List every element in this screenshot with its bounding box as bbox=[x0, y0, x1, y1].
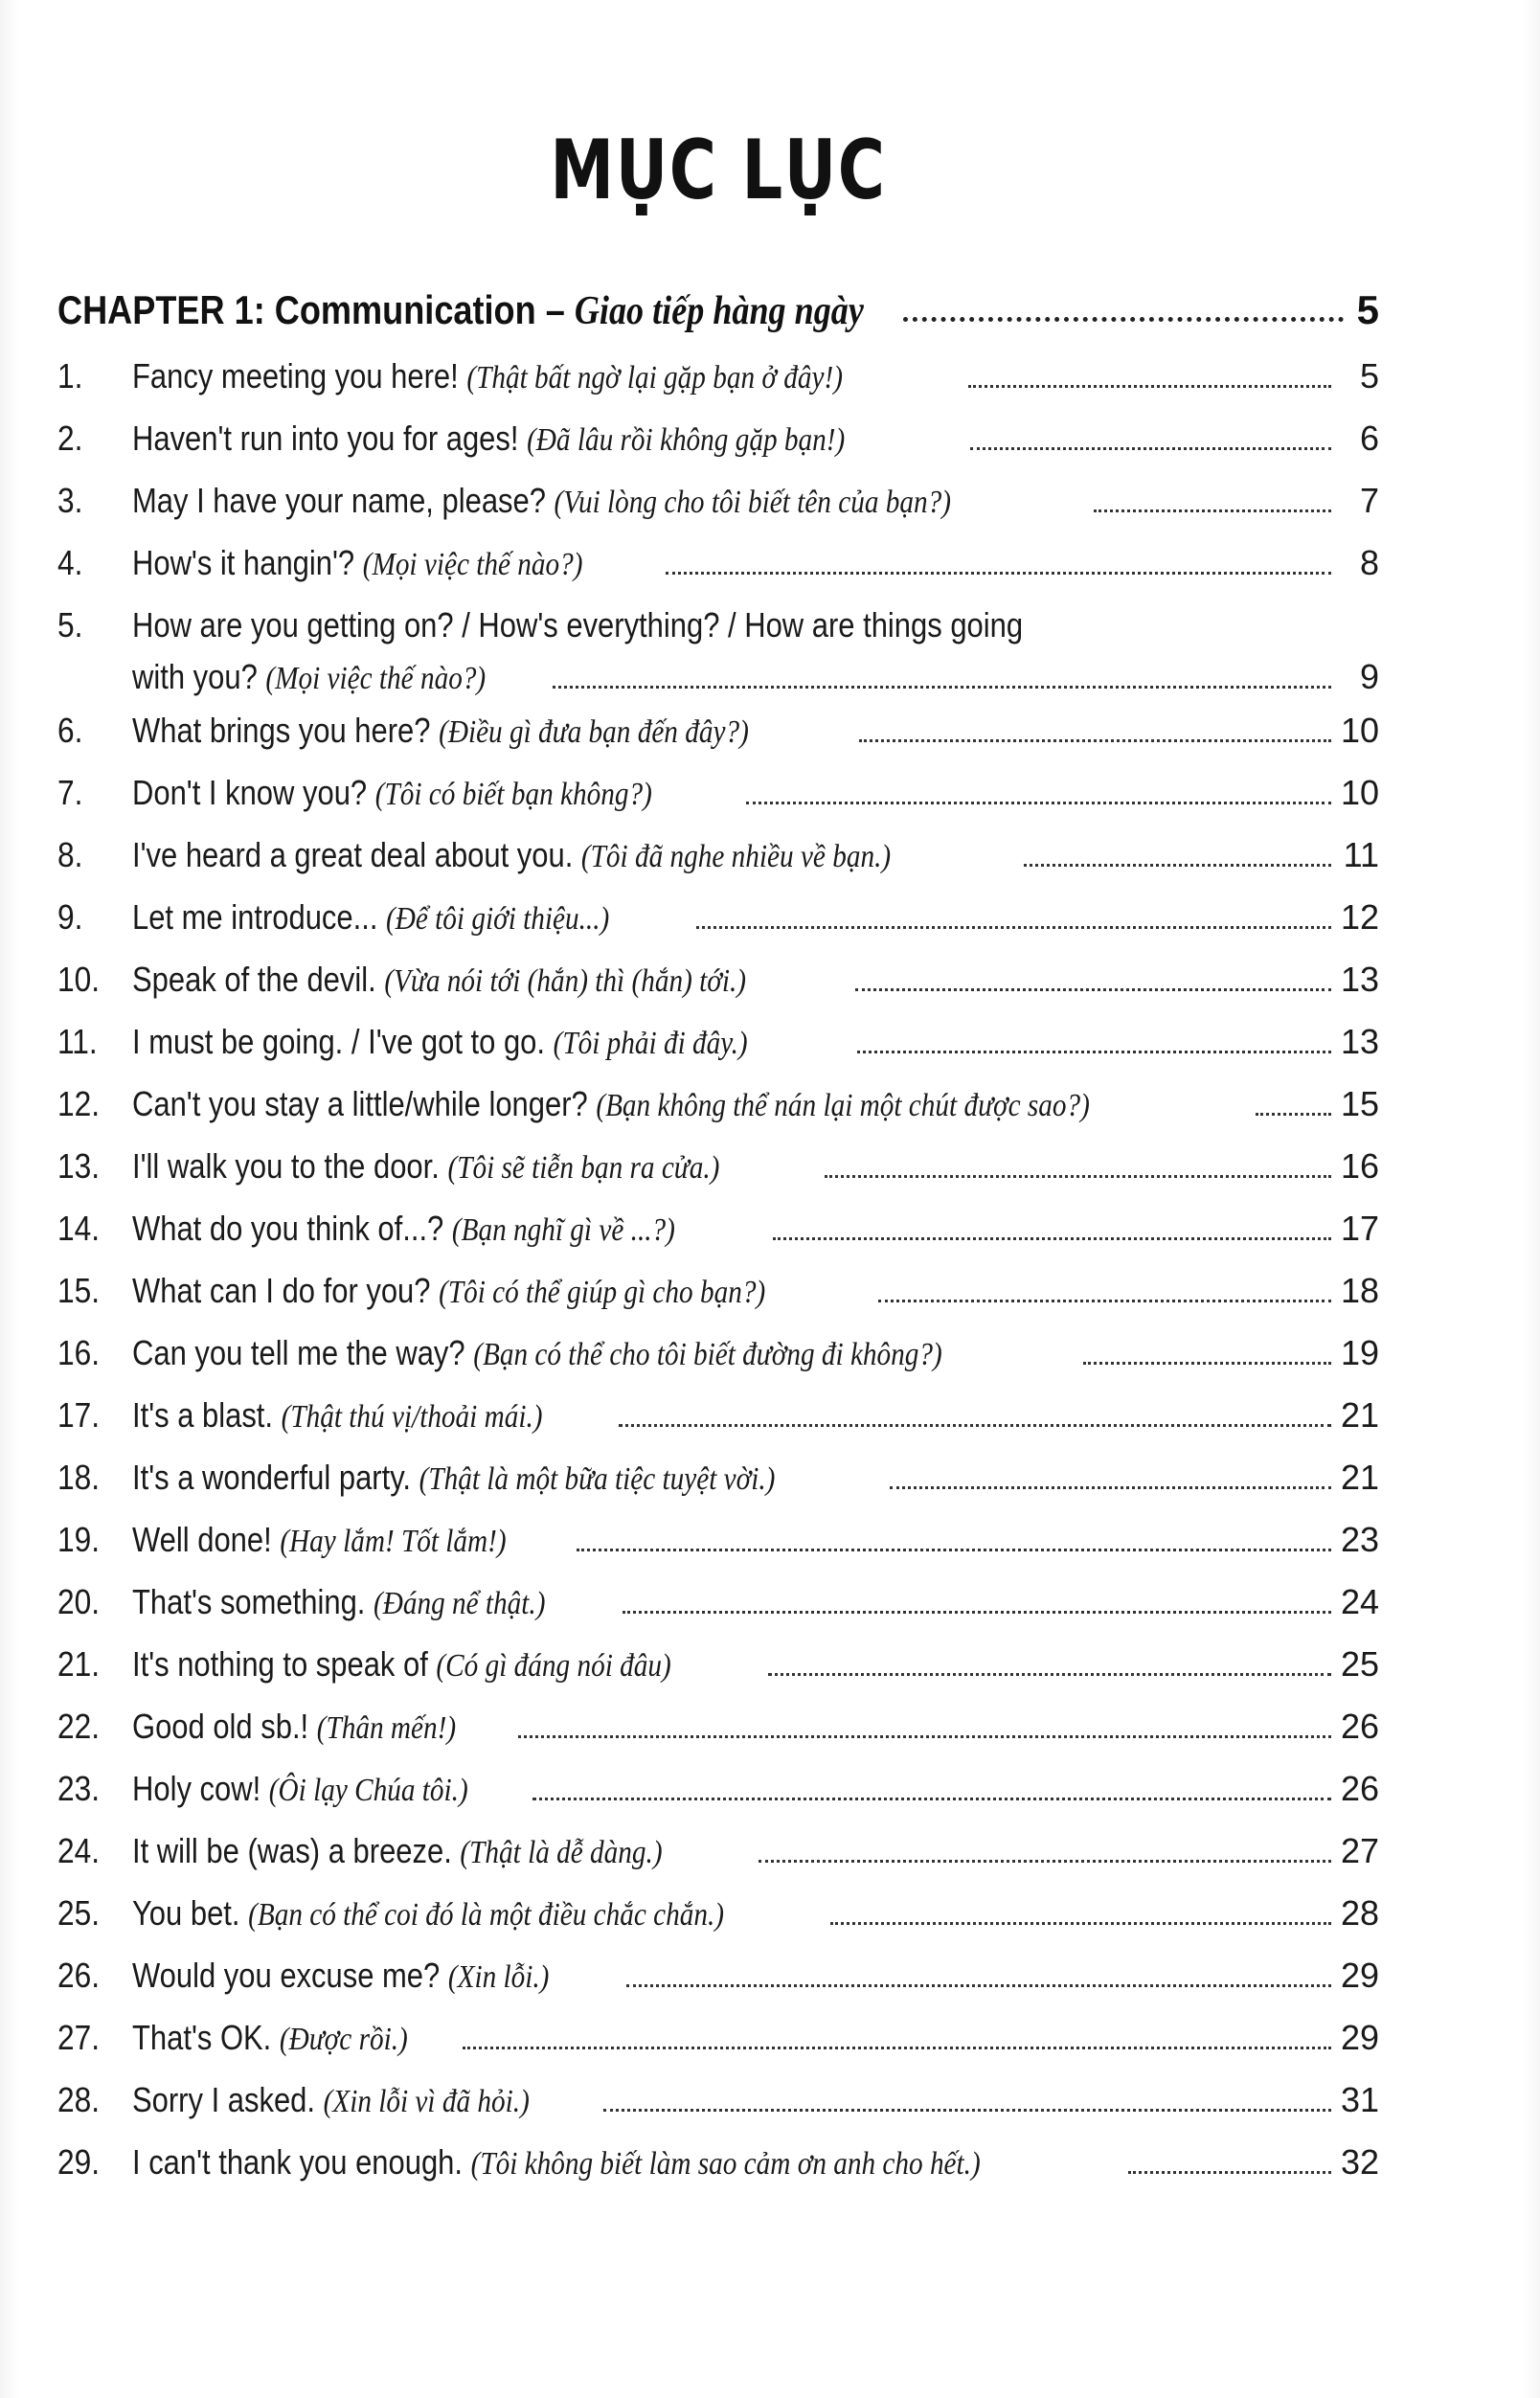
toc-entry bbox=[57, 1701, 1379, 1763]
entry-english: It's a wonderful party. bbox=[132, 1458, 419, 1497]
entry-text bbox=[132, 1390, 543, 1443]
entry-number: 26. bbox=[57, 1956, 101, 1995]
entry-vietnamese: (Vui lòng cho tôi biết tên của bạn?) bbox=[554, 485, 951, 520]
entry-vietnamese: (Tôi có thể giúp gì cho bạn?) bbox=[439, 1275, 766, 1310]
dot-leader bbox=[1256, 1113, 1331, 1116]
entry-page-number: 28 bbox=[1341, 1893, 1380, 1933]
entry-vietnamese: (Thật là dễ dàng.) bbox=[460, 1835, 663, 1870]
dot-leader bbox=[696, 926, 1331, 929]
entry-number: 1. bbox=[57, 356, 83, 396]
entry-text bbox=[132, 1078, 1090, 1132]
entry-page-number: 10 bbox=[1341, 711, 1380, 750]
toc-entry bbox=[57, 1639, 1379, 1701]
dot-leader bbox=[619, 1424, 1331, 1427]
entry-number: 11. bbox=[57, 1022, 98, 1061]
toc-entry bbox=[57, 1514, 1379, 1576]
toc-entry bbox=[57, 351, 1379, 413]
entry-body bbox=[132, 600, 1379, 705]
entry-body bbox=[132, 705, 1379, 758]
entry-text bbox=[132, 892, 609, 945]
entry-body bbox=[132, 413, 1379, 466]
entry-vietnamese: (Vừa nói tới (hắn) thì (hắn) tới.) bbox=[384, 963, 747, 999]
entry-page-number: 13 bbox=[1341, 1022, 1380, 1061]
entry-vietnamese: (Thật bất ngờ lại gặp bạn ở đây!) bbox=[466, 360, 843, 396]
entry-page-number: 5 bbox=[1359, 356, 1379, 396]
entry-english: Good old sb.! bbox=[132, 1707, 317, 1746]
entry-body bbox=[132, 829, 1379, 883]
entry-text bbox=[132, 2137, 981, 2190]
entry-vietnamese: (Hay lắm! Tốt lắm!) bbox=[280, 1524, 507, 1559]
toc-entries bbox=[57, 351, 1379, 2199]
entry-text bbox=[132, 1950, 549, 2003]
entry-english: What do you think of...? bbox=[132, 1209, 452, 1248]
chapter-label bbox=[57, 287, 864, 334]
entry-vietnamese: (Bạn không thể nán lại một chút được sao?) bbox=[596, 1088, 1090, 1123]
entry-english: Well done! bbox=[132, 1520, 281, 1559]
entry-number: 6. bbox=[57, 711, 83, 750]
entry-number: 16. bbox=[57, 1333, 101, 1372]
entry-english: I must be going. / I've got to go. bbox=[132, 1022, 554, 1061]
entry-body bbox=[132, 1390, 1379, 1443]
toc-entry bbox=[57, 705, 1379, 767]
toc-entry bbox=[57, 1265, 1379, 1327]
entry-number: 18. bbox=[57, 1458, 101, 1497]
toc-entry bbox=[57, 537, 1379, 600]
entry-number: 15. bbox=[57, 1271, 101, 1310]
entry-body bbox=[132, 1203, 1379, 1256]
entry-text bbox=[132, 1888, 724, 1941]
entry-vietnamese: (Thật thú vị/thoải mái.) bbox=[281, 1399, 543, 1435]
dot-leader bbox=[577, 1549, 1331, 1551]
toc-entry bbox=[57, 1203, 1379, 1265]
entry-text bbox=[132, 705, 749, 758]
entry-text bbox=[132, 2012, 408, 2066]
entry-page-number: 21 bbox=[1341, 1395, 1380, 1435]
entry-number: 24. bbox=[57, 1831, 101, 1870]
toc-entry bbox=[57, 1888, 1379, 1950]
toc-entry bbox=[57, 954, 1379, 1016]
entry-body bbox=[132, 1950, 1379, 2003]
entry-body bbox=[132, 1514, 1379, 1568]
dot-leader bbox=[666, 572, 1331, 575]
entry-vietnamese: (Đã lâu rồi không gặp bạn!) bbox=[527, 422, 846, 458]
toc-entry bbox=[57, 1763, 1379, 1825]
entry-english: I can't thank you enough. bbox=[132, 2142, 471, 2182]
entry-vietnamese: (Xin lỗi.) bbox=[447, 1959, 550, 1995]
dot-leader bbox=[626, 1984, 1331, 1987]
entry-body bbox=[132, 954, 1379, 1007]
dot-leader bbox=[1024, 864, 1331, 867]
entry-number: 25. bbox=[57, 1893, 101, 1933]
entry-vietnamese: (Mọi việc thế nào?) bbox=[265, 661, 487, 696]
page-title: MỤC LỤC bbox=[550, 123, 887, 218]
dot-leader bbox=[903, 317, 1344, 322]
entry-page-number: 31 bbox=[1341, 2080, 1380, 2119]
entry-page-number: 23 bbox=[1341, 1520, 1380, 1559]
entry-vietnamese: (Bạn nghĩ gì về ...?) bbox=[451, 1212, 675, 1248]
entry-vietnamese: (Để tôi giới thiệu...) bbox=[386, 901, 610, 937]
entry-page-number: 7 bbox=[1359, 481, 1379, 520]
entry-number: 19. bbox=[57, 1520, 101, 1559]
table-of-contents bbox=[57, 287, 1379, 2199]
entry-body bbox=[132, 1701, 1379, 1754]
entry-english: Would you excuse me? bbox=[132, 1956, 448, 1995]
entry-text bbox=[132, 1327, 942, 1381]
entry-body bbox=[132, 1763, 1379, 1817]
entry-english: with you? bbox=[132, 657, 266, 696]
chapter-label-text: CHAPTER 1: Communication – bbox=[57, 287, 575, 332]
entry-page-number: 18 bbox=[1341, 1271, 1380, 1310]
entry-number: 20. bbox=[57, 1582, 101, 1621]
entry-number: 9. bbox=[57, 897, 83, 937]
dot-leader bbox=[855, 988, 1331, 991]
entry-english: Sorry I asked. bbox=[132, 2080, 324, 2119]
entry-english: What brings you here? bbox=[132, 711, 440, 750]
entry-page-number: 9 bbox=[1359, 657, 1379, 696]
entry-vietnamese: (Tôi phải đi đây.) bbox=[553, 1026, 748, 1061]
entry-vietnamese: (Đáng nể thật.) bbox=[373, 1586, 546, 1621]
entry-text bbox=[132, 1576, 545, 1630]
entry-number: 7. bbox=[57, 773, 83, 812]
dot-leader bbox=[859, 739, 1331, 742]
entry-text bbox=[132, 1763, 468, 1817]
entry-vietnamese: (Có gì đáng nói đâu) bbox=[436, 1648, 671, 1684]
entry-vietnamese: (Điều gì đưa bạn đến đây?) bbox=[439, 714, 749, 750]
toc-entry bbox=[57, 1950, 1379, 2012]
entry-english: Can't you stay a little/while longer? bbox=[132, 1084, 597, 1123]
toc-entry bbox=[57, 1141, 1379, 1203]
entry-page-number: 8 bbox=[1359, 543, 1379, 582]
dot-leader bbox=[857, 1051, 1331, 1053]
dot-leader bbox=[623, 1611, 1331, 1614]
entry-text bbox=[132, 829, 891, 883]
dot-leader bbox=[825, 1175, 1331, 1178]
entry-page-number: 26 bbox=[1341, 1769, 1380, 1808]
entry-page-number: 12 bbox=[1341, 897, 1380, 937]
entry-page-number: 21 bbox=[1341, 1458, 1380, 1497]
entry-body bbox=[132, 1639, 1379, 1692]
entry-english: How's it hangin'? bbox=[132, 543, 363, 582]
dot-leader bbox=[878, 1300, 1331, 1302]
dot-leader bbox=[518, 1735, 1331, 1738]
entry-page-number: 25 bbox=[1341, 1644, 1380, 1684]
entry-page-number: 29 bbox=[1341, 1956, 1380, 1995]
dot-leader bbox=[830, 1922, 1331, 1925]
entry-page-number: 11 bbox=[1343, 835, 1379, 874]
entry-text bbox=[132, 1265, 765, 1319]
entry-english: Holy cow! bbox=[132, 1769, 269, 1808]
entry-number: 12. bbox=[57, 1084, 101, 1123]
entry-vietnamese: (Được rồi.) bbox=[279, 2022, 408, 2057]
entry-vietnamese: (Tôi sẽ tiễn bạn ra cửa.) bbox=[447, 1150, 720, 1186]
entry-text bbox=[132, 1825, 663, 1879]
toc-entry bbox=[57, 413, 1379, 475]
entry-number: 3. bbox=[57, 481, 83, 520]
entry-body bbox=[132, 351, 1379, 404]
toc-entry bbox=[57, 1390, 1379, 1452]
entry-vietnamese: (Xin lỗi vì đã hỏi.) bbox=[323, 2084, 530, 2119]
entry-number: 14. bbox=[57, 1209, 101, 1248]
entry-body bbox=[132, 2012, 1379, 2066]
toc-entry bbox=[57, 600, 1379, 705]
entry-body bbox=[132, 475, 1379, 529]
entry-number: 2. bbox=[57, 419, 83, 458]
entry-page-number: 29 bbox=[1341, 2018, 1380, 2057]
dot-leader bbox=[553, 686, 1331, 689]
entry-number: 17. bbox=[57, 1395, 101, 1435]
toc-entry bbox=[57, 892, 1379, 954]
toc-entry bbox=[57, 2137, 1379, 2199]
entry-text bbox=[132, 537, 582, 591]
toc-entry bbox=[57, 2074, 1379, 2137]
entry-body bbox=[132, 537, 1379, 591]
toc-entry bbox=[57, 475, 1379, 537]
entry-body bbox=[132, 892, 1379, 945]
toc-entry bbox=[57, 1825, 1379, 1888]
entry-body bbox=[132, 1327, 1379, 1381]
dot-leader bbox=[759, 1860, 1331, 1863]
entry-number: 23. bbox=[57, 1769, 101, 1808]
entry-text bbox=[132, 954, 746, 1007]
entry-text bbox=[132, 475, 951, 529]
entry-page-number: 15 bbox=[1341, 1084, 1380, 1123]
entry-text bbox=[132, 2074, 530, 2128]
entry-text bbox=[132, 413, 845, 466]
entry-page-number: 26 bbox=[1341, 1707, 1380, 1746]
entry-english: Don't I know you? bbox=[132, 773, 375, 812]
entry-english: I'll walk you to the door. bbox=[132, 1146, 448, 1186]
dot-leader bbox=[463, 2047, 1331, 2049]
entry-text bbox=[132, 1016, 748, 1070]
dot-leader bbox=[890, 1486, 1331, 1489]
entry-text bbox=[132, 1452, 775, 1505]
entry-vietnamese: (Tôi đã nghe nhiều về bạn.) bbox=[580, 839, 892, 874]
entry-english: Haven't run into you for ages! bbox=[132, 419, 528, 458]
entry-text bbox=[132, 1639, 671, 1692]
entry-text bbox=[132, 1701, 456, 1754]
dot-leader bbox=[968, 385, 1331, 388]
chapter-heading bbox=[57, 287, 1379, 343]
entry-english: Let me introduce... bbox=[132, 897, 387, 937]
toc-entry bbox=[57, 1327, 1379, 1390]
entry-page-number: 17 bbox=[1341, 1209, 1380, 1248]
entry-body bbox=[132, 1888, 1379, 1941]
entry-english: May I have your name, please? bbox=[132, 481, 555, 520]
dot-leader bbox=[1083, 1362, 1331, 1365]
entry-body bbox=[132, 1265, 1379, 1319]
entry-english-line1: How are you getting on? / How's everything? / How are things going bbox=[132, 605, 1024, 645]
entry-number: 28. bbox=[57, 2080, 101, 2119]
entry-page-number: 16 bbox=[1341, 1146, 1380, 1186]
dot-leader bbox=[746, 802, 1331, 804]
toc-entry bbox=[57, 1576, 1379, 1639]
entry-english: It's nothing to speak of bbox=[132, 1644, 437, 1684]
toc-entry bbox=[57, 2012, 1379, 2074]
entry-body bbox=[132, 2137, 1379, 2190]
entry-vietnamese: (Ôi lạy Chúa tôi.) bbox=[268, 1773, 468, 1808]
entry-number: 27. bbox=[57, 2018, 101, 2057]
entry-page-number: 19 bbox=[1341, 1333, 1380, 1372]
dot-leader bbox=[1128, 2171, 1331, 2174]
entry-english: That's something. bbox=[132, 1582, 374, 1621]
entry-number: 21. bbox=[57, 1644, 101, 1684]
entry-english: That's OK. bbox=[132, 2018, 280, 2057]
entry-line2 bbox=[132, 651, 1379, 705]
entry-english: What can I do for you? bbox=[132, 1271, 440, 1310]
entry-number: 4. bbox=[57, 543, 83, 582]
dot-leader bbox=[603, 2109, 1331, 2112]
entry-text bbox=[132, 1514, 507, 1568]
dot-leader bbox=[970, 447, 1331, 450]
entry-body bbox=[132, 1141, 1379, 1194]
toc-entry bbox=[57, 1078, 1379, 1141]
entry-vietnamese: (Thân mến!) bbox=[316, 1710, 457, 1746]
toc-entry bbox=[57, 1452, 1379, 1514]
entry-text bbox=[132, 351, 843, 404]
entry-vietnamese: (Bạn có thể cho tôi biết đường đi không?) bbox=[473, 1337, 942, 1372]
entry-body bbox=[132, 1016, 1379, 1070]
toc-entry bbox=[57, 1016, 1379, 1078]
entry-text bbox=[132, 651, 486, 705]
entry-page-number: 24 bbox=[1341, 1582, 1380, 1621]
entry-english: It will be (was) a breeze. bbox=[132, 1831, 461, 1870]
dot-leader bbox=[1094, 509, 1331, 512]
dot-leader bbox=[532, 1798, 1331, 1800]
entry-body bbox=[132, 1825, 1379, 1879]
dot-leader bbox=[773, 1237, 1331, 1240]
entry-number: 10. bbox=[57, 960, 101, 999]
entry-body bbox=[132, 767, 1379, 821]
entry-text bbox=[132, 1141, 719, 1194]
entry-english: Fancy meeting you here! bbox=[132, 356, 467, 396]
entry-number: 8. bbox=[57, 835, 83, 874]
entry-english: Can you tell me the way? bbox=[132, 1333, 474, 1372]
toc-entry bbox=[57, 829, 1379, 892]
entry-page-number: 13 bbox=[1341, 960, 1380, 999]
entry-vietnamese: (Tôi có biết bạn không?) bbox=[374, 777, 652, 812]
entry-number: 5. bbox=[57, 605, 83, 645]
entry-text bbox=[132, 1203, 675, 1256]
entry-text bbox=[132, 767, 652, 821]
chapter-label-italic: Giao tiếp hàng ngày bbox=[574, 289, 864, 333]
dot-leader bbox=[768, 1673, 1331, 1676]
entry-english: You bet. bbox=[132, 1893, 249, 1933]
entry-body bbox=[132, 1078, 1379, 1132]
entry-page-number: 27 bbox=[1341, 1831, 1380, 1870]
entry-vietnamese: (Bạn có thể coi đó là một điều chắc chắn.) bbox=[248, 1897, 725, 1933]
entry-body bbox=[132, 1452, 1379, 1505]
entry-vietnamese: (Tôi không biết làm sao cảm ơn anh cho hết.) bbox=[470, 2146, 981, 2182]
entry-english: It's a blast. bbox=[132, 1395, 282, 1435]
entry-body bbox=[132, 2074, 1379, 2128]
entry-english: Speak of the devil. bbox=[132, 960, 385, 999]
entry-english: I've heard a great deal about you. bbox=[132, 835, 581, 874]
entry-page-number: 6 bbox=[1359, 419, 1379, 458]
entry-vietnamese: (Thật là một bữa tiệc tuyệt vời.) bbox=[419, 1461, 776, 1497]
chapter-page-number: 5 bbox=[1356, 287, 1379, 332]
entry-body bbox=[132, 1576, 1379, 1630]
toc-entry bbox=[57, 767, 1379, 829]
entry-number: 22. bbox=[57, 1707, 101, 1746]
entry-vietnamese: (Mọi việc thế nào?) bbox=[362, 547, 583, 582]
entry-page-number: 10 bbox=[1341, 773, 1380, 812]
entry-number: 29. bbox=[57, 2142, 101, 2182]
entry-page-number: 32 bbox=[1341, 2142, 1380, 2182]
entry-number: 13. bbox=[57, 1146, 101, 1186]
